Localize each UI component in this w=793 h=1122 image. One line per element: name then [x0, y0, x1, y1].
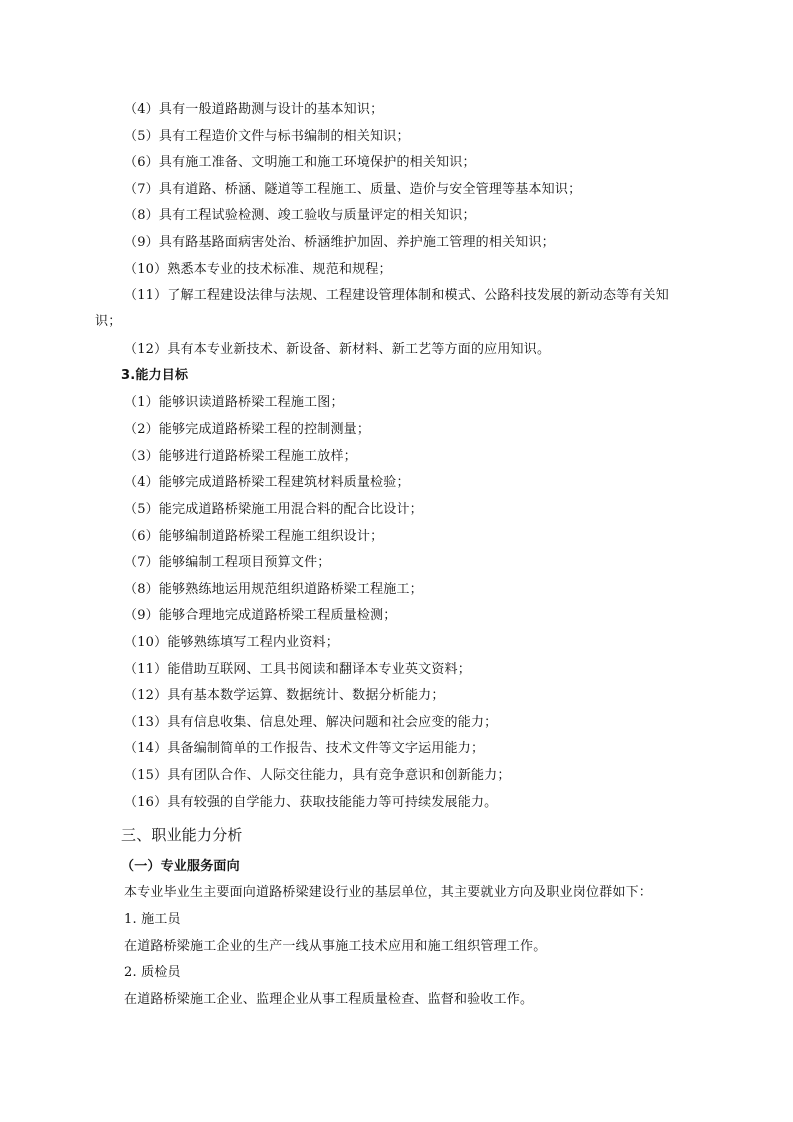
ability-item-14: （14）具备编制简单的工作报告、技术文件等文字运用能力；	[124, 741, 485, 756]
knowledge-item-6: （6）具有施工准备、文明施工和施工环境保护的相关知识；	[124, 155, 476, 170]
job-desc-1: 在道路桥梁施工企业的生产一线从事施工技术应用和施工组织管理工作。	[124, 939, 547, 954]
knowledge-item-5: （5）具有工程造价文件与标书编制的相关知识；	[124, 129, 410, 144]
knowledge-item-8: （8）具有工程试验检测、竣工验收与质量评定的相关知识；	[124, 208, 476, 223]
ability-item-9: （9）能够合理地完成道路桥梁工程质量检测；	[124, 608, 397, 623]
ability-item-15: （15）具有团队合作、人际交往能力，具有竞争意识和创新能力；	[124, 768, 511, 783]
job-title-2: 2. 质检员	[124, 965, 181, 980]
ability-item-16: （16）具有较强的自学能力、获取技能能力等可持续发展能力。	[124, 795, 498, 810]
subsection-heading: （一）专业服务面向	[121, 859, 240, 874]
knowledge-item-12: （12）具有本专业新技术、新设备、新材料、新工艺等方面的应用知识。	[124, 342, 551, 357]
ability-item-7: （7）能够编制工程项目预算文件；	[124, 555, 331, 570]
ability-item-4: （4）能够完成道路桥梁工程建筑材料质量检验；	[124, 475, 410, 490]
knowledge-item-11: （11）了解工程建设法律与法规、工程建设管理体制和模式、公路科技发展的新动态等有关知	[124, 288, 669, 303]
ability-item-3: （3）能够进行道路桥梁工程施工放样；	[124, 449, 357, 464]
ability-item-10: （10）能够熟练填写工程内业资料；	[124, 635, 339, 650]
job-title-1: 1. 施工员	[124, 912, 181, 927]
ability-item-1: （1）能够识读道路桥梁工程施工图；	[124, 395, 344, 410]
ability-item-2: （2）能够完成道路桥梁工程的控制测量；	[124, 422, 371, 437]
ability-item-12: （12）具有基本数学运算、数据统计、数据分析能力；	[124, 688, 445, 703]
ability-heading: 3.能力目标	[121, 368, 189, 383]
ability-item-5: （5）能完成道路桥梁施工用混合料的配合比设计；	[124, 502, 423, 517]
knowledge-item-11-continued: 识；	[95, 314, 122, 329]
ability-item-11: （11）能借助互联网、工具书阅读和翻译本专业英文资料；	[124, 662, 471, 677]
knowledge-item-4: （4）具有一般道路勘测与设计的基本知识；	[124, 102, 384, 117]
job-desc-2: 在道路桥梁施工企业、监理企业从事工程质量检查、监督和验收工作。	[124, 992, 534, 1007]
ability-item-8: （8）能够熟练地运用规范组织道路桥梁工程施工；	[124, 582, 423, 597]
ability-item-6: （6）能够编制道路桥梁工程施工组织设计；	[124, 529, 384, 544]
ability-item-13: （13）具有信息收集、信息处理、解决问题和社会应变的能力；	[124, 715, 498, 730]
knowledge-item-10: （10）熟悉本专业的技术标准、规范和规程；	[124, 262, 392, 277]
knowledge-item-9: （9）具有路基路面病害处治、桥涵维护加固、养护施工管理的相关知识；	[124, 235, 555, 250]
intro-text: 本专业毕业生主要面向道路桥梁建设行业的基层单位，其主要就业方向及职业岗位群如下：	[124, 885, 653, 900]
knowledge-item-7: （7）具有道路、桥涵、隧道等工程施工、质量、造价与安全管理等基本知识；	[124, 182, 582, 197]
section-heading: 三、职业能力分析	[121, 826, 243, 844]
